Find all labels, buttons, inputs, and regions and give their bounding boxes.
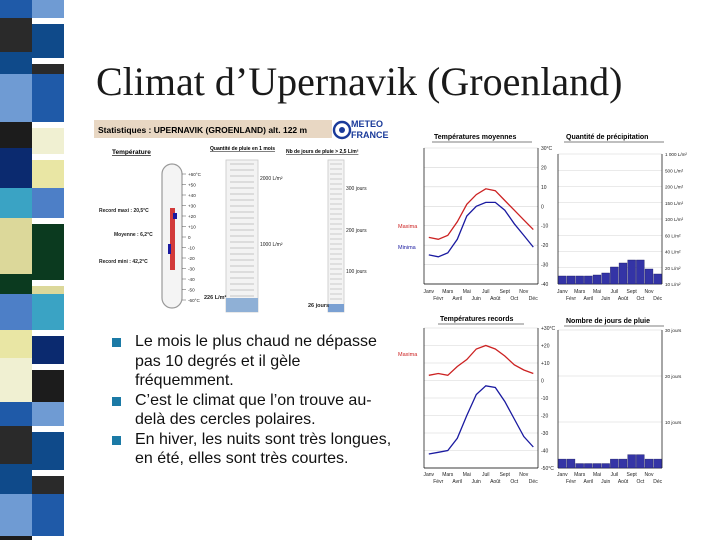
month-label: Nov — [519, 472, 529, 478]
stripe-segment — [0, 0, 32, 18]
stripe-segment — [0, 74, 32, 122]
days-scale-100: 100 jours — [346, 269, 367, 275]
y-tick-label: -40 — [541, 282, 549, 288]
y-tick-label: 100 L/m² — [665, 217, 684, 222]
stripe-segment — [32, 402, 64, 426]
stripe-segment — [32, 432, 64, 470]
y-tick-label: -10 — [541, 396, 549, 402]
bar — [584, 276, 592, 284]
stats-panel — [94, 118, 396, 318]
month-label: Févr — [566, 479, 576, 485]
therm-scale-label: -60°C — [188, 298, 200, 303]
stripe-segment — [0, 494, 32, 536]
therm-scale-label: +10 — [188, 224, 196, 230]
month-label: Juil — [481, 472, 490, 478]
bar — [636, 455, 644, 468]
bar — [654, 459, 662, 468]
month-label: Sept — [499, 472, 510, 478]
y-tick-label: 20 L/m² — [665, 265, 681, 271]
month-label: Mai — [462, 472, 471, 478]
bar — [602, 273, 610, 284]
bar — [636, 260, 644, 284]
y-tick-label: 30°C — [541, 146, 553, 152]
bar — [584, 464, 592, 468]
month-label: Avril — [452, 296, 463, 302]
month-label: Avril — [583, 479, 594, 485]
days-scale-300: 300 jours — [346, 186, 367, 192]
month-label: Déc — [528, 479, 538, 485]
therm-scale-label: -40 — [188, 277, 195, 282]
month-label: Janv — [557, 289, 568, 295]
y-tick-label: 30 jours — [665, 328, 682, 333]
month-label: Mars — [574, 289, 586, 295]
month-label: Mars — [574, 472, 586, 478]
bar — [593, 275, 601, 284]
month-label: Avril — [583, 296, 594, 302]
chart-records-title: Températures records — [440, 316, 514, 323]
month-label: Août — [617, 296, 629, 302]
stripe-segment — [32, 494, 64, 536]
month-label: Mai — [462, 289, 471, 295]
bar — [558, 276, 566, 284]
y-tick-label: +30°C — [541, 326, 556, 332]
bullet-square-icon — [112, 397, 121, 406]
month-label: Mars — [442, 289, 454, 295]
stripe-segment — [0, 274, 32, 294]
month-label: Oct — [636, 296, 645, 302]
bullet-text: C’est le climat que l’on trouve au-delà des cercles polaires. — [135, 391, 372, 428]
y-tick-label: 1 000 L/m² — [665, 152, 687, 157]
bar — [619, 459, 627, 468]
bullet-item — [112, 332, 394, 391]
y-tick-label: 10 jours — [665, 420, 682, 425]
month-label: Oct — [510, 296, 519, 302]
stripe-segment — [32, 224, 64, 280]
stripe-segment — [0, 52, 32, 74]
rain-days-column — [328, 160, 344, 312]
y-tick-label: -20 — [541, 413, 549, 420]
month-label: Déc — [653, 296, 663, 302]
logo-line1: METEO — [351, 119, 384, 129]
stripe-segment — [0, 464, 32, 494]
month-label: Févr — [433, 479, 444, 485]
record-max-label: Record maxi : 20,5°C — [99, 208, 149, 214]
therm-scale-label: +60°C — [188, 172, 201, 177]
y-tick-label: 200 L/m² — [665, 184, 684, 190]
month-label: Juin — [601, 296, 611, 302]
month-label: Mai — [592, 289, 602, 295]
bar — [567, 276, 575, 284]
month-label: Déc — [528, 296, 538, 302]
stripe-segment — [0, 358, 32, 402]
y-tick-label: +10 — [541, 361, 550, 367]
y-tick-label: 0 — [541, 204, 544, 211]
bar — [619, 263, 627, 284]
y-tick-label: 20 — [541, 165, 547, 172]
days-scale-200: 200 jours — [346, 228, 367, 234]
bar — [645, 459, 653, 468]
stripe-segment — [32, 188, 64, 218]
month-label: Mars — [442, 472, 454, 478]
col-rain-days: Nb de jours de pluie > 2,5 L/m² — [286, 149, 359, 155]
month-label: Janv — [557, 472, 568, 478]
stats-header: Statistiques : UPERNAVIK (GROENLAND) alt. 122 m — [98, 125, 308, 135]
y-tick-label: -30 — [541, 262, 549, 269]
stripe-segment — [0, 18, 32, 52]
bar — [610, 459, 618, 468]
climate-charts — [396, 124, 700, 490]
therm-scale-label: +50 — [188, 182, 196, 188]
stripe-segment — [32, 128, 64, 154]
stripe-segment — [32, 294, 64, 330]
bullet-text: En hiver, les nuits sont très longues, en été, elles sont très courtes. — [135, 430, 392, 467]
bullet-list — [112, 332, 394, 469]
meteo-france-logo — [334, 119, 389, 140]
y-tick-label: 500 L/m² — [665, 168, 684, 174]
month-label: Janv — [423, 472, 435, 478]
chart-rain-days-title: Nombre de jours de pluie — [566, 318, 651, 325]
month-label: Août — [617, 479, 629, 485]
y-tick-label: -20 — [541, 243, 549, 250]
month-label: Janv — [423, 289, 435, 295]
month-label: Juil — [481, 289, 490, 295]
y-tick-label: -30 — [541, 431, 549, 437]
temp-moy-maxi-label: Maxima — [398, 224, 418, 230]
bullet-text: Le mois le plus chaud ne dépasse pas 10 degrés et il gèle fréquemment. — [135, 333, 377, 389]
logo-line2: FRANCE — [351, 130, 389, 140]
month-label: Nov — [644, 289, 654, 295]
stripe-segment — [32, 0, 64, 18]
bar — [558, 459, 566, 468]
stripe-segment — [0, 122, 32, 148]
col-rain-qty: Quantité de pluie en 1 mois — [210, 146, 276, 152]
month-label: Avril — [452, 479, 463, 485]
rain-value: 226 L/m² — [204, 295, 227, 301]
bar — [567, 459, 575, 468]
record-min-label: Record mini : 42,2°C — [99, 259, 148, 265]
stripe-segment — [0, 188, 32, 218]
month-label: Août — [490, 479, 501, 485]
therm-scale-label: 0 — [188, 235, 191, 240]
bar — [654, 274, 662, 284]
month-label: Mai — [592, 472, 602, 478]
bullet-item — [112, 391, 394, 430]
month-label: Sept — [626, 472, 637, 478]
month-label: Oct — [510, 479, 519, 485]
bar — [628, 260, 636, 284]
month-label: Déc — [653, 479, 663, 485]
chart-precip-title: Quantité de précipitation — [566, 134, 649, 141]
y-tick-label: 10 L/m² — [665, 282, 681, 287]
month-label: Juil — [610, 289, 619, 295]
rain-scale-2000: 2000 L/m² — [260, 176, 283, 182]
therm-scale-label: -50 — [188, 287, 195, 293]
y-tick-label: -10 — [541, 223, 549, 230]
bullet-square-icon — [112, 338, 121, 347]
decorative-stripe — [0, 0, 64, 540]
bar — [645, 269, 653, 284]
month-label: Août — [490, 296, 501, 302]
bar — [576, 276, 584, 284]
y-tick-label: 20 jours — [665, 374, 682, 379]
y-tick-label: 10 — [541, 184, 547, 191]
days-value: 26 jours — [308, 303, 330, 309]
therm-scale-label: +40 — [188, 193, 196, 198]
month-label: Sept — [499, 289, 510, 295]
moyenne-label: Moyenne : 6,2°C — [114, 232, 153, 238]
bar — [610, 267, 618, 284]
col-temperature: Température — [112, 149, 151, 156]
y-tick-label: 150 L/m² — [665, 200, 684, 206]
therm-scale-label: +20 — [188, 214, 196, 219]
stripe-segment — [0, 218, 32, 274]
month-label: Juin — [471, 296, 481, 302]
rain-days-bar — [328, 304, 344, 312]
stripe-segment — [0, 148, 32, 188]
therm-scale-label: -10 — [188, 245, 195, 251]
y-tick-label: 40 L/m² — [665, 249, 681, 255]
month-label: Févr — [566, 296, 576, 302]
y-tick-label: 60 L/m² — [665, 233, 681, 239]
rain-qty-bar — [226, 298, 258, 312]
bar — [602, 464, 610, 468]
slide-title: Climat d’Upernavik (Groenland) — [96, 59, 623, 104]
therm-scale-label: -30 — [188, 266, 195, 272]
month-label: Juil — [610, 472, 619, 478]
stripe-segment — [32, 74, 64, 122]
month-label: Nov — [519, 289, 529, 295]
month-label: Nov — [644, 472, 654, 478]
month-label: Sept — [626, 289, 637, 295]
month-label: Juin — [601, 479, 611, 485]
stripe-segment — [0, 294, 32, 330]
chart-temp-moy-title: Températures moyennes — [434, 134, 517, 141]
y-tick-label: -40 — [541, 448, 549, 455]
rain-scale-1000: 1000 L/m² — [260, 242, 283, 248]
temp-moy-mini-label: Minima — [398, 245, 416, 251]
therm-scale-label: +30 — [188, 203, 196, 209]
y-tick-label: 0 — [541, 378, 544, 385]
stripe-segment — [0, 426, 32, 464]
stripe-segment — [32, 336, 64, 364]
therm-scale-label: -20 — [188, 256, 195, 261]
records-maxi-label: Maxima — [398, 352, 418, 358]
stripe-segment — [0, 536, 32, 540]
month-label: Févr — [433, 296, 444, 302]
bullet-square-icon — [112, 436, 121, 445]
bar — [628, 455, 636, 468]
bar — [576, 464, 584, 468]
rain-qty-column — [226, 160, 258, 312]
stripe-segment — [0, 330, 32, 358]
stripe-segment — [32, 24, 64, 58]
month-label: Juin — [471, 479, 481, 485]
bar — [593, 464, 601, 468]
y-tick-label: +20 — [541, 343, 550, 350]
bullet-item — [112, 430, 394, 469]
month-label: Oct — [636, 479, 645, 485]
stripe-segment — [0, 402, 32, 426]
y-tick-label: -50°C — [541, 466, 554, 472]
